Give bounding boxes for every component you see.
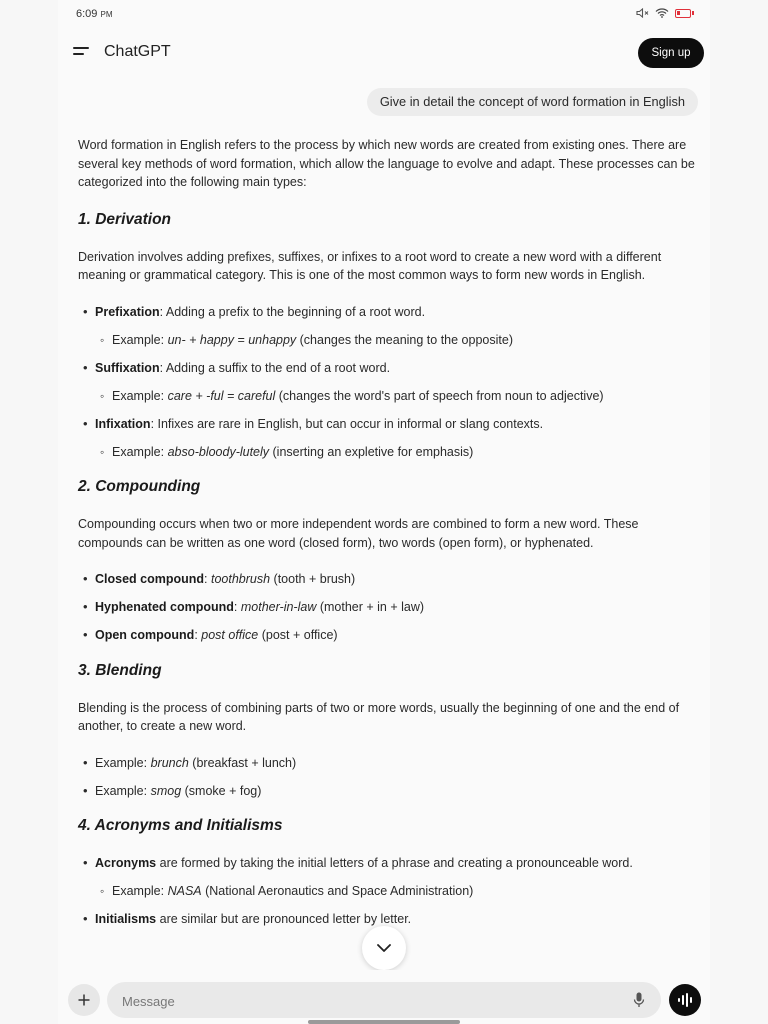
menu-line: [73, 53, 84, 55]
example-text: NASA: [167, 884, 202, 898]
wifi-icon: [655, 8, 669, 18]
section-heading: 2. Compounding: [78, 478, 201, 495]
list-item: [78, 415, 698, 434]
scroll-down-button[interactable]: [362, 926, 406, 970]
battery-body: [675, 9, 691, 18]
section-heading: 4. Acronyms and Initialisms: [78, 817, 283, 834]
list-item: [78, 754, 698, 773]
list-item: [78, 443, 698, 462]
assistant-response: [78, 136, 698, 945]
example-note: (tooth + brush): [270, 572, 356, 586]
example-note: (inserting an expletive for emphasis): [269, 444, 474, 459]
example-note: (mother + in + law): [316, 600, 425, 614]
status-ampm: PM: [100, 10, 113, 19]
example-note: (National Aeronautics and Space Administration): [201, 884, 474, 898]
section-heading: 3. Blending: [78, 661, 162, 679]
compounding-list: [78, 570, 698, 645]
term: Initialisms: [95, 912, 157, 926]
example-label: Example:: [95, 783, 151, 798]
term: Suffixation: [95, 360, 160, 375]
example-label: Example:: [112, 444, 168, 459]
example-note: (smoke + fog): [181, 783, 262, 798]
mute-icon: [636, 8, 649, 18]
home-indicator: [308, 1020, 460, 1024]
sign-up-button[interactable]: Sign up: [638, 38, 704, 68]
example-text: toothbrush: [210, 572, 271, 586]
app-title: ChatGPT: [104, 43, 171, 60]
status-time-value: 6:09: [76, 8, 98, 20]
list-item: [78, 854, 698, 873]
list-item: [78, 359, 698, 378]
term: Acronyms: [95, 856, 157, 870]
example-label: Example:: [95, 755, 151, 770]
example-text: post office: [201, 628, 259, 642]
list-item: [78, 570, 698, 589]
example-note: (changes the meaning to the opposite): [296, 332, 513, 347]
section-body: Compounding occurs when two or more independent words are combined to form a new word. These compounds can be written as one word (closed form), two words (open form), or hyphenated.: [78, 517, 639, 550]
battery-icon: [675, 9, 694, 18]
derivation-list: [78, 303, 698, 462]
example-note: (post + office): [258, 628, 338, 642]
term: Hyphenated compound: [95, 600, 234, 614]
list-item: [78, 782, 698, 801]
list-item: [78, 303, 698, 322]
voice-icon: [677, 993, 693, 1007]
acronyms-list: [78, 854, 698, 929]
example-text: brunch: [150, 755, 189, 770]
example-text: smog: [150, 783, 182, 798]
term: Open compound: [95, 628, 195, 642]
list-item: [78, 598, 698, 617]
chevron-down-icon: [376, 943, 392, 953]
colon: :: [233, 600, 241, 614]
response-intro: Word formation in English refers to the process by which new words are created from existing ones. There are several key methods of word formation, which allow the language to evolve and adapt. These processes can be categorized into the following main types:: [78, 138, 695, 189]
example-text: un- + happy = unhappy: [167, 332, 297, 347]
status-bar: [0, 0, 768, 30]
example-note: (changes the word's part of speech from noun to adjective): [275, 388, 604, 403]
item-text: : Adding a prefix to the beginning of a root word.: [159, 304, 426, 319]
message-field[interactable]: [107, 982, 661, 1018]
menu-line: [73, 47, 89, 49]
blending-list: [78, 754, 698, 801]
item-text: are formed by taking the initial letters of a phrase and creating a pronounceable word.: [156, 856, 633, 870]
example-text: abso-bloody-lutely: [167, 444, 270, 459]
mic-icon[interactable]: [633, 992, 645, 1008]
status-time: [76, 8, 112, 20]
menu-icon[interactable]: [73, 46, 89, 58]
example-text: mother-in-law: [240, 600, 317, 614]
item-text: are similar but are pronounced letter by letter.: [156, 912, 412, 926]
plus-icon: [78, 994, 90, 1006]
example-note: (breakfast + lunch): [188, 755, 297, 770]
section-body: Derivation involves adding prefixes, suffixes, or infixes to a root word to create a new word with a different meaning or grammatical category. This is one of the most common ways to form new words in English.: [78, 249, 662, 282]
list-item: [78, 882, 698, 901]
section-body: Blending is the process of combining parts of two or more words, usually the beginning of one and the end of another, to create a new word.: [78, 700, 680, 733]
colon: :: [204, 572, 211, 586]
attach-button[interactable]: [68, 984, 100, 1016]
term: Closed compound: [95, 572, 205, 586]
list-item: [78, 331, 698, 350]
section-heading: 1. Derivation: [78, 210, 172, 228]
example-label: Example:: [112, 884, 168, 898]
item-text: : Infixes are rare in English, but can occur in informal or slang contexts.: [150, 416, 544, 431]
term: Prefixation: [95, 304, 160, 319]
colon: :: [194, 628, 202, 642]
item-text: : Adding a suffix to the end of a root word.: [159, 360, 391, 375]
example-label: Example:: [112, 388, 168, 403]
voice-mode-button[interactable]: [669, 984, 701, 1016]
battery-tip: [692, 11, 694, 15]
term: Infixation: [95, 416, 151, 431]
example-text: care + -ful = careful: [167, 388, 276, 403]
user-message-bubble: Give in detail the concept of word formation in English: [367, 88, 698, 116]
list-item: [78, 626, 698, 645]
status-icons: [636, 8, 694, 18]
example-label: Example:: [112, 332, 168, 347]
list-item: [78, 387, 698, 406]
message-input[interactable]: [120, 982, 625, 1020]
